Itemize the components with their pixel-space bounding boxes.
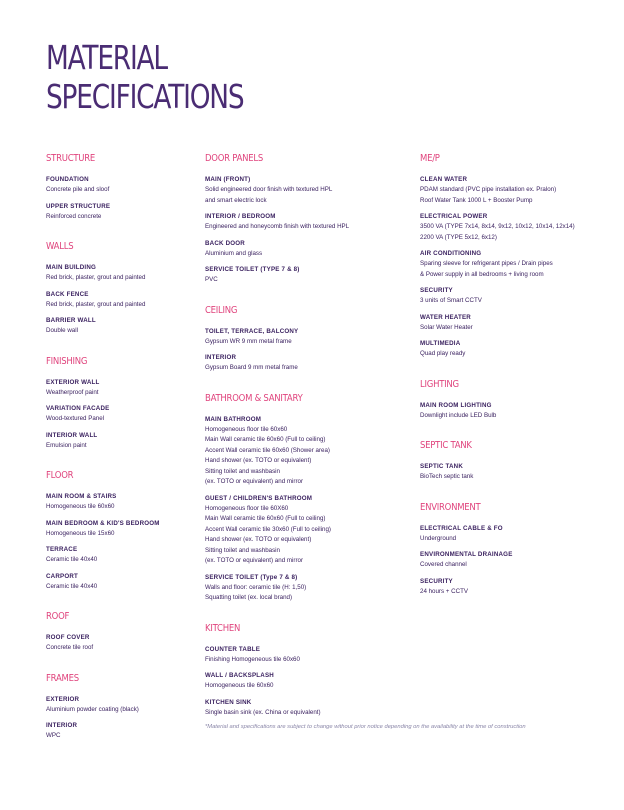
spec-label: VARIATION FACADE (46, 405, 110, 412)
spec-item (420, 577, 616, 598)
spec-item (205, 327, 410, 348)
spec-value-line: Covered channel (420, 561, 467, 568)
spec-item (205, 265, 410, 286)
spec-value (46, 705, 196, 716)
spec-value-line: Aluminium and glass (205, 249, 263, 257)
spec-value-line: Homogeneous tile 60x60 (205, 682, 274, 689)
spec-value-line: Hand shower (ex. TOTO or equivalent) (205, 457, 312, 464)
spec-label: MAIN BATHROOM (205, 415, 262, 423)
spec-value (420, 560, 616, 571)
spec-value (205, 708, 410, 719)
spec-label: SERVICE TOILET (TYPE 7 & 8) (205, 266, 300, 273)
spec-item (420, 339, 616, 360)
spec-label: INTERIOR (205, 354, 237, 361)
spec-value-line: Solar Water Heater (420, 323, 473, 331)
spec-value-line: and smart electric lock (205, 196, 267, 204)
spec-item (420, 175, 616, 206)
spec-item (420, 401, 616, 422)
spec-value-line: Finishing Homogeneous tile 60x60 (205, 655, 300, 663)
spec-value (205, 185, 410, 206)
spec-value-line: Sitting toilet and washbasin (205, 467, 280, 475)
spec-value (46, 273, 196, 284)
spec-value (205, 363, 410, 374)
spec-item (205, 212, 410, 233)
page-title (46, 38, 243, 116)
spec-value-line: Roof Water Tank 1000 L + Booster Pump (420, 196, 533, 204)
spec-value (46, 185, 196, 196)
spec-item (46, 721, 196, 742)
column-middle (205, 152, 410, 724)
spec-value-line: Ceramic tile 40x40 (46, 556, 98, 563)
spec-value (205, 275, 410, 286)
spec-item (46, 175, 196, 196)
section-mep (420, 152, 616, 360)
spec-value (46, 529, 196, 540)
section-floor (46, 469, 196, 592)
spec-value-line: (ex. TOTO or equivalent) and mirror (205, 478, 304, 485)
spec-value-line: Quad play ready (420, 350, 466, 357)
section-title: ENVIRONMENT (420, 501, 481, 513)
spec-item (46, 695, 196, 716)
spec-label: FOUNDATION (46, 176, 89, 183)
spec-label: COUNTER TABLE (205, 645, 261, 653)
spec-label: INTERIOR / BEDROOM (205, 213, 276, 220)
spec-item (420, 524, 616, 545)
spec-value (205, 681, 410, 692)
section-title: ROOF (46, 611, 70, 622)
spec-value (46, 582, 196, 593)
spec-item (46, 431, 196, 452)
spec-item (420, 550, 616, 571)
spec-value (420, 323, 616, 334)
section-environment (420, 501, 616, 598)
spec-value (420, 534, 616, 545)
spec-value-line: Main Wall ceramic tile 60x60 (Full to ceiling) (205, 515, 326, 522)
spec-value-line: 3500 VA (TYPE 7x14, 8x14, 9x12, 10x12, 10x14, 12x14) (420, 223, 575, 230)
spec-label: BACK FENCE (46, 290, 89, 298)
spec-value-line: Sitting toilet and washbasin (205, 546, 280, 554)
spec-value (46, 731, 196, 742)
spec-label: MAIN ROOM & STAIRS (46, 493, 117, 500)
spec-value-line: 3 units of Smart CCTV (420, 297, 482, 304)
section-title: FRAMES (46, 672, 79, 684)
spec-value-line: Engineered and honeycomb finish with textured HPL (205, 223, 350, 230)
page-title-line-1: MATERIAL (46, 38, 167, 77)
section-kitchen (205, 622, 410, 719)
spec-value (46, 300, 196, 311)
spec-label: INTERIOR (46, 722, 78, 729)
spec-value-line: Downlight include LED Bulb (420, 411, 497, 419)
spec-label: WATER HEATER (420, 313, 471, 321)
spec-label: ELECTRICAL CABLE & FO (420, 524, 503, 532)
spec-label: AIR CONDITIONING (420, 250, 482, 257)
spec-value (420, 222, 616, 243)
spec-label: MAIN BEDROOM & KID'S BEDROOM (46, 519, 160, 527)
spec-label: SECURITY (420, 287, 453, 294)
spec-value-line: Red brick, plaster, grout and painted (46, 300, 146, 308)
spec-item (420, 462, 616, 483)
section-bathroom-sanitary (205, 392, 410, 604)
spec-item (205, 353, 410, 374)
spec-value-line: Wood-textured Panel (46, 415, 105, 422)
spec-value-line: WPC (46, 732, 61, 739)
spec-value (46, 326, 196, 337)
spec-value-line: PDAM standard (PVC pipe installation ex. Pralon) (420, 186, 557, 193)
spec-value-line: Weatherproof paint (46, 388, 99, 396)
spec-label: TERRACE (46, 546, 78, 553)
spec-item (420, 212, 616, 243)
spec-label: BARRIER WALL (46, 317, 96, 324)
spec-item (205, 494, 410, 567)
spec-value (205, 504, 410, 567)
spec-item (46, 519, 196, 540)
section-title: CEILING (205, 304, 238, 316)
spec-label: CLEAN WATER (420, 176, 468, 183)
spec-value (420, 296, 616, 307)
spec-value-line: Reinforced concrete (46, 212, 102, 220)
spec-value (205, 337, 410, 348)
spec-value (205, 583, 410, 604)
spec-value-line: Aluminium powder coating (black) (46, 705, 139, 713)
spec-value (205, 222, 410, 233)
spec-label: ELECTRICAL POWER (420, 213, 488, 220)
spec-item (46, 378, 196, 399)
section-title: STRUCTURE (46, 153, 96, 164)
spec-item (46, 492, 196, 513)
spec-label: EXTERIOR (46, 695, 80, 703)
spec-item (420, 249, 616, 280)
spec-value-line: Accent Wall ceramic tile 30x60 (Full to ceiling) (205, 525, 331, 533)
section-title: FLOOR (46, 470, 74, 481)
spec-value-line: Hand shower (ex. TOTO or equivalent) (205, 536, 312, 543)
spec-label: BACK DOOR (205, 239, 245, 247)
spec-item (205, 698, 410, 719)
spec-label: ENVIRONMENTAL DRAINAGE (420, 551, 513, 558)
spec-label: SEPTIC TANK (420, 463, 463, 470)
spec-label: EXTERIOR WALL (46, 378, 100, 386)
section-walls (46, 240, 196, 337)
spec-value-line: Homogeneous floor tile 60X60 (205, 504, 289, 512)
spec-value (46, 388, 196, 399)
section-lighting (420, 378, 616, 422)
spec-item (46, 202, 196, 223)
spec-label: GUEST / CHILDREN'S BATHROOM (205, 494, 313, 502)
spec-item (46, 633, 196, 654)
section-title: ME/P (420, 153, 440, 164)
spec-value (420, 472, 616, 483)
spec-item (205, 239, 410, 260)
spec-value (205, 655, 410, 666)
section-door-panels (205, 152, 410, 286)
page-title-line-2: SPECIFICATIONS (46, 77, 244, 116)
section-septic-tank (420, 439, 616, 483)
column-left (46, 152, 196, 748)
spec-label: ROOF COVER (46, 634, 90, 641)
spec-label: INTERIOR WALL (46, 431, 98, 439)
spec-label: MAIN ROOM LIGHTING (420, 401, 492, 409)
spec-value-line: Gypsum WR 9 mm metal frame (205, 337, 292, 345)
spec-value-line: Sparing sleeve for refrigerant pipes / Drain pipes (420, 260, 553, 267)
spec-item (46, 572, 196, 593)
spec-label: MAIN BUILDING (46, 264, 97, 271)
section-finishing (46, 355, 196, 452)
spec-value-line: Accent Wall ceramic tile 60x60 (Shower area) (205, 446, 330, 454)
spec-item (46, 290, 196, 311)
section-title: LIGHTING (420, 378, 459, 390)
section-roof (46, 610, 196, 654)
spec-value-line: Main Wall ceramic tile 60x60 (Full to ceiling) (205, 436, 326, 443)
section-title: KITCHEN (205, 622, 241, 634)
column-right (420, 152, 616, 603)
spec-value-line: Concrete tile roof (46, 644, 94, 651)
spec-item (205, 175, 410, 206)
section-frames (46, 672, 196, 742)
spec-value-line: Ceramic tile 40x40 (46, 582, 98, 590)
spec-label: SERVICE TOILET (Type 7 & 8) (205, 573, 298, 581)
spec-value (46, 643, 196, 654)
spec-value-line: Walls and floor: ceramic tile (H: 1,50) (205, 583, 307, 591)
spec-value-line: Solid engineered door finish with textured HPL (205, 186, 333, 193)
spec-value-line: (ex. TOTO or equivalent) and mirror (205, 557, 304, 564)
section-structure (46, 152, 196, 222)
spec-label: SECURITY (420, 577, 453, 585)
section-title: BATHROOM & SANITARY (205, 392, 303, 404)
spec-item (205, 671, 410, 692)
spec-value-line: BioTech septic tank (420, 473, 474, 480)
spec-value-line: PVC (205, 276, 218, 283)
spec-label: MULTIMEDIA (420, 340, 461, 347)
section-ceiling (205, 304, 410, 374)
spec-label: MAIN (FRONT) (205, 176, 251, 183)
spec-label: CARPORT (46, 572, 78, 580)
spec-value (46, 212, 196, 223)
spec-value (205, 425, 410, 488)
spec-item (205, 573, 410, 604)
spec-value-line: Concrete pile and sloof (46, 186, 110, 193)
spec-value (205, 249, 410, 260)
spec-label: WALL / BACKSPLASH (205, 672, 274, 679)
spec-label: UPPER STRUCTURE (46, 202, 111, 210)
footnote: *Material and specifications are subject to change without prior notice depending on the availability at the time of construction (205, 724, 526, 730)
spec-label: TOILET, TERRACE, BALCONY (205, 327, 299, 335)
section-title: SEPTIC TANK (420, 440, 472, 451)
section-title: WALLS (46, 241, 74, 252)
spec-item (205, 645, 410, 666)
spec-value (420, 349, 616, 360)
spec-item (46, 316, 196, 337)
spec-value-line: Double wall (46, 327, 78, 334)
spec-value (46, 441, 196, 452)
spec-label: KITCHEN SINK (205, 698, 252, 706)
spec-value (46, 414, 196, 425)
spec-value-line: Red brick, plaster, grout and painted (46, 274, 146, 281)
spec-value-line: 24 hours + CCTV (420, 587, 468, 595)
spec-item (46, 263, 196, 284)
spec-value-line: Gypsum Board 9 mm metal frame (205, 364, 298, 371)
spec-value-line: Squatting toilet (ex. local brand) (205, 594, 293, 601)
spec-value-line: Underground (420, 534, 457, 542)
spec-item (205, 415, 410, 488)
section-title: FINISHING (46, 355, 88, 367)
spec-value-line: & Power supply in all bedrooms + living room (420, 270, 544, 278)
spec-value-line: Homogeneous tile 15x60 (46, 529, 115, 537)
spec-item (46, 545, 196, 566)
spec-value (420, 185, 616, 206)
spec-value (46, 502, 196, 513)
spec-value (420, 587, 616, 598)
spec-value-line: Single basin sink (ex. China or equivalent) (205, 708, 321, 716)
spec-item (46, 404, 196, 425)
spec-item (420, 313, 616, 334)
spec-value (420, 411, 616, 422)
spec-value-line: Homogeneous tile 60x60 (46, 503, 115, 510)
spec-value (420, 259, 616, 280)
spec-value-line: Emulsion paint (46, 441, 87, 449)
spec-value-line: 2200 VA (TYPE 5x12, 6x12) (420, 233, 497, 241)
spec-item (420, 286, 616, 307)
spec-value-line: Homogeneous floor tile 60x60 (205, 425, 288, 433)
section-title: DOOR PANELS (205, 153, 263, 164)
spec-value (46, 555, 196, 566)
